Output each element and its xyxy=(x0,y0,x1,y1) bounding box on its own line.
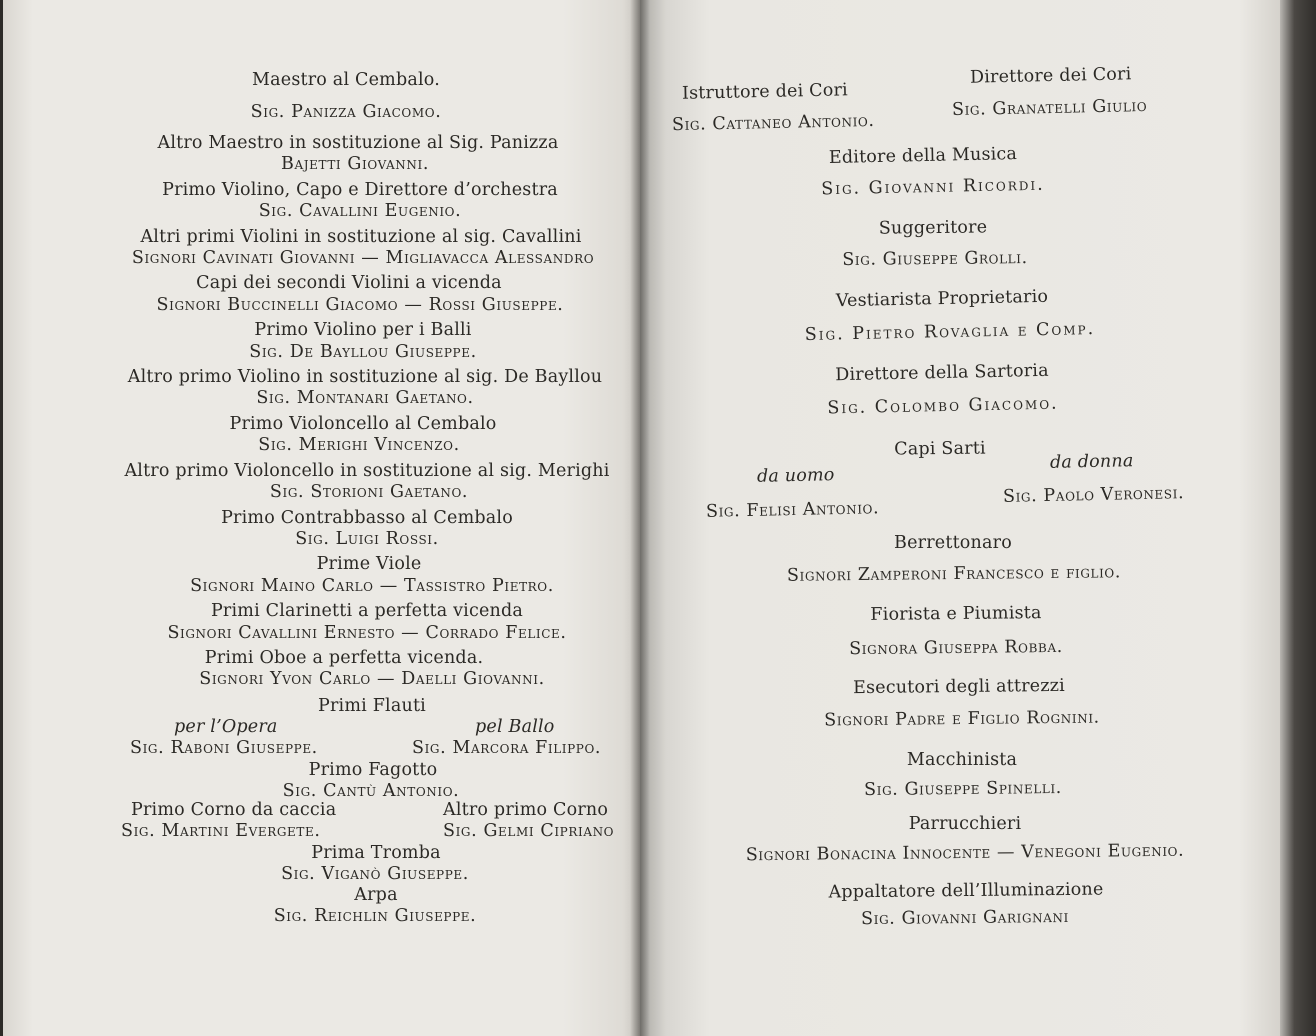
name-line: Sig. Panizza Giacomo. xyxy=(250,102,442,122)
name-line: Bajetti Giovanni. xyxy=(281,154,429,174)
name-line: Signori Cavallini Ernesto — Corrado Felice. xyxy=(167,623,567,643)
left-page xyxy=(0,0,640,1036)
role-line: Berrettonaro xyxy=(894,533,1012,553)
name-line: Sig. Granatelli Giulio xyxy=(951,95,1148,121)
role-line: Primo Violino per i Balli xyxy=(254,320,472,340)
name-line: Signori Zamperoni Francesco e figlio. xyxy=(786,562,1122,586)
role-line: Primo Fagotto xyxy=(308,760,438,780)
role-line: Altri primi Violini in sostituzione al sig. Cavallini xyxy=(140,227,582,247)
name-line: Signori Bonacina Innocente — Venegoni Eugenio. xyxy=(745,840,1185,866)
name-line: Sig. De Bayllou Giuseppe. xyxy=(249,342,477,362)
name-line: Sig. Felisi Antonio. xyxy=(705,498,880,522)
role-line: Parrucchieri xyxy=(908,814,1022,834)
role-line: Prime Viole xyxy=(316,554,422,574)
role-line: Primi Flauti xyxy=(318,696,426,716)
name-line: Sig. Reichlin Giuseppe. xyxy=(273,906,477,926)
right-page xyxy=(640,0,1280,1036)
name-line: Sig. Colombo Giacomo. xyxy=(827,393,1059,419)
book-gutter xyxy=(630,0,650,1036)
name-line: Sig. Pietro Rovaglia e Comp. xyxy=(804,318,1096,346)
role-line: Capi dei secondi Violini a vicenda xyxy=(196,273,502,293)
role-line: Prima Tromba xyxy=(311,843,441,863)
role-line: Altro primo Violino in sostituzione al sig. De Bayllou xyxy=(127,367,603,387)
name-line: Sig. Cattaneo Antonio. xyxy=(671,110,875,136)
role-line: Capi Sarti xyxy=(894,438,986,460)
role-line: Fiorista e Piumista xyxy=(870,603,1042,625)
role-line: Altro primo Corno xyxy=(443,800,609,820)
name-line: Signora Giuseppa Robba. xyxy=(849,636,1063,660)
role-line: Primo Contrabbasso al Cembalo xyxy=(221,508,513,528)
role-line: Primi Clarinetti a perfetta vicenda xyxy=(210,601,524,621)
name-line: Sig. Marcora Filippo. xyxy=(412,738,602,758)
role-line: Primo Violino, Capo e Direttore d’orchestra xyxy=(162,180,558,200)
name-line: Signori Padre e Figlio Rognini. xyxy=(824,707,1100,731)
name-line: Signori Yvon Carlo — Daelli Giovanni. xyxy=(199,669,545,689)
role-line: Suggeritore xyxy=(878,217,988,239)
name-line: Signori Cavinati Giovanni — Migliavacca Alessandro xyxy=(131,248,595,268)
role-line: Arpa xyxy=(354,885,398,905)
name-line: Sig. Giuseppe Grolli. xyxy=(842,248,1028,270)
subheading-ballo: pel Ballo xyxy=(475,717,555,737)
role-line: Direttore della Sartoria xyxy=(835,360,1049,386)
name-line: Sig. Luigi Rossi. xyxy=(295,529,439,549)
role-line: Altro Maestro in sostituzione al Sig. Panizza xyxy=(157,133,559,153)
page-edges xyxy=(1280,0,1316,1036)
name-line: Sig. Cavallini Eugenio. xyxy=(258,201,462,221)
name-line: Sig. Montanari Gaetano. xyxy=(256,388,474,408)
role-line: Altro primo Violoncello in sostituzione al sig. Merighi xyxy=(124,461,610,481)
role-line: Appaltatore dell’Illuminazione xyxy=(828,879,1104,903)
heading-maestro-cembalo: Maestro al Cembalo. xyxy=(252,70,440,90)
name-line: Sig. Giovanni Garignani xyxy=(860,906,1070,930)
role-line: Macchinista xyxy=(906,750,1018,770)
name-line: Sig. Giovanni Ricordi. xyxy=(821,174,1045,200)
role-line: Editore della Musica xyxy=(828,144,1018,168)
subheading-uomo: da uomo xyxy=(756,465,835,487)
name-line: Sig. Gelmi Cipriano xyxy=(443,821,615,841)
role-line: Primo Violoncello al Cembalo xyxy=(229,414,497,434)
role-line: Esecutori degli attrezzi xyxy=(852,675,1066,699)
role-line: Istruttore dei Cori xyxy=(681,80,849,104)
name-line: Sig. Paolo Veronesi. xyxy=(1002,483,1185,507)
subheading-opera: per l’Opera xyxy=(174,717,278,737)
name-line: Sig. Martini Evergete. xyxy=(121,821,321,841)
role-line: Primo Corno da caccia xyxy=(131,800,337,820)
name-line: Sig. Cantù Antonio. xyxy=(282,781,460,801)
name-line: Sig. Giuseppe Spinelli. xyxy=(863,777,1063,801)
role-line: Primi Oboe a perfetta vicenda. xyxy=(204,648,484,668)
subheading-donna: da donna xyxy=(1049,451,1134,473)
name-line: Signori Maino Carlo — Tassistro Pietro. xyxy=(190,576,554,596)
name-line: Sig. Raboni Giuseppe. xyxy=(130,738,318,758)
name-line: Signori Buccinelli Giacomo — Rossi Giuseppe. xyxy=(156,295,564,315)
name-line: Sig. Viganò Giuseppe. xyxy=(281,864,469,884)
role-line: Vestiarista Proprietario xyxy=(835,286,1049,312)
role-line: Direttore dei Cori xyxy=(969,64,1132,88)
name-line: Sig. Storioni Gaetano. xyxy=(269,482,469,502)
name-line: Sig. Merighi Vincenzo. xyxy=(258,435,460,455)
